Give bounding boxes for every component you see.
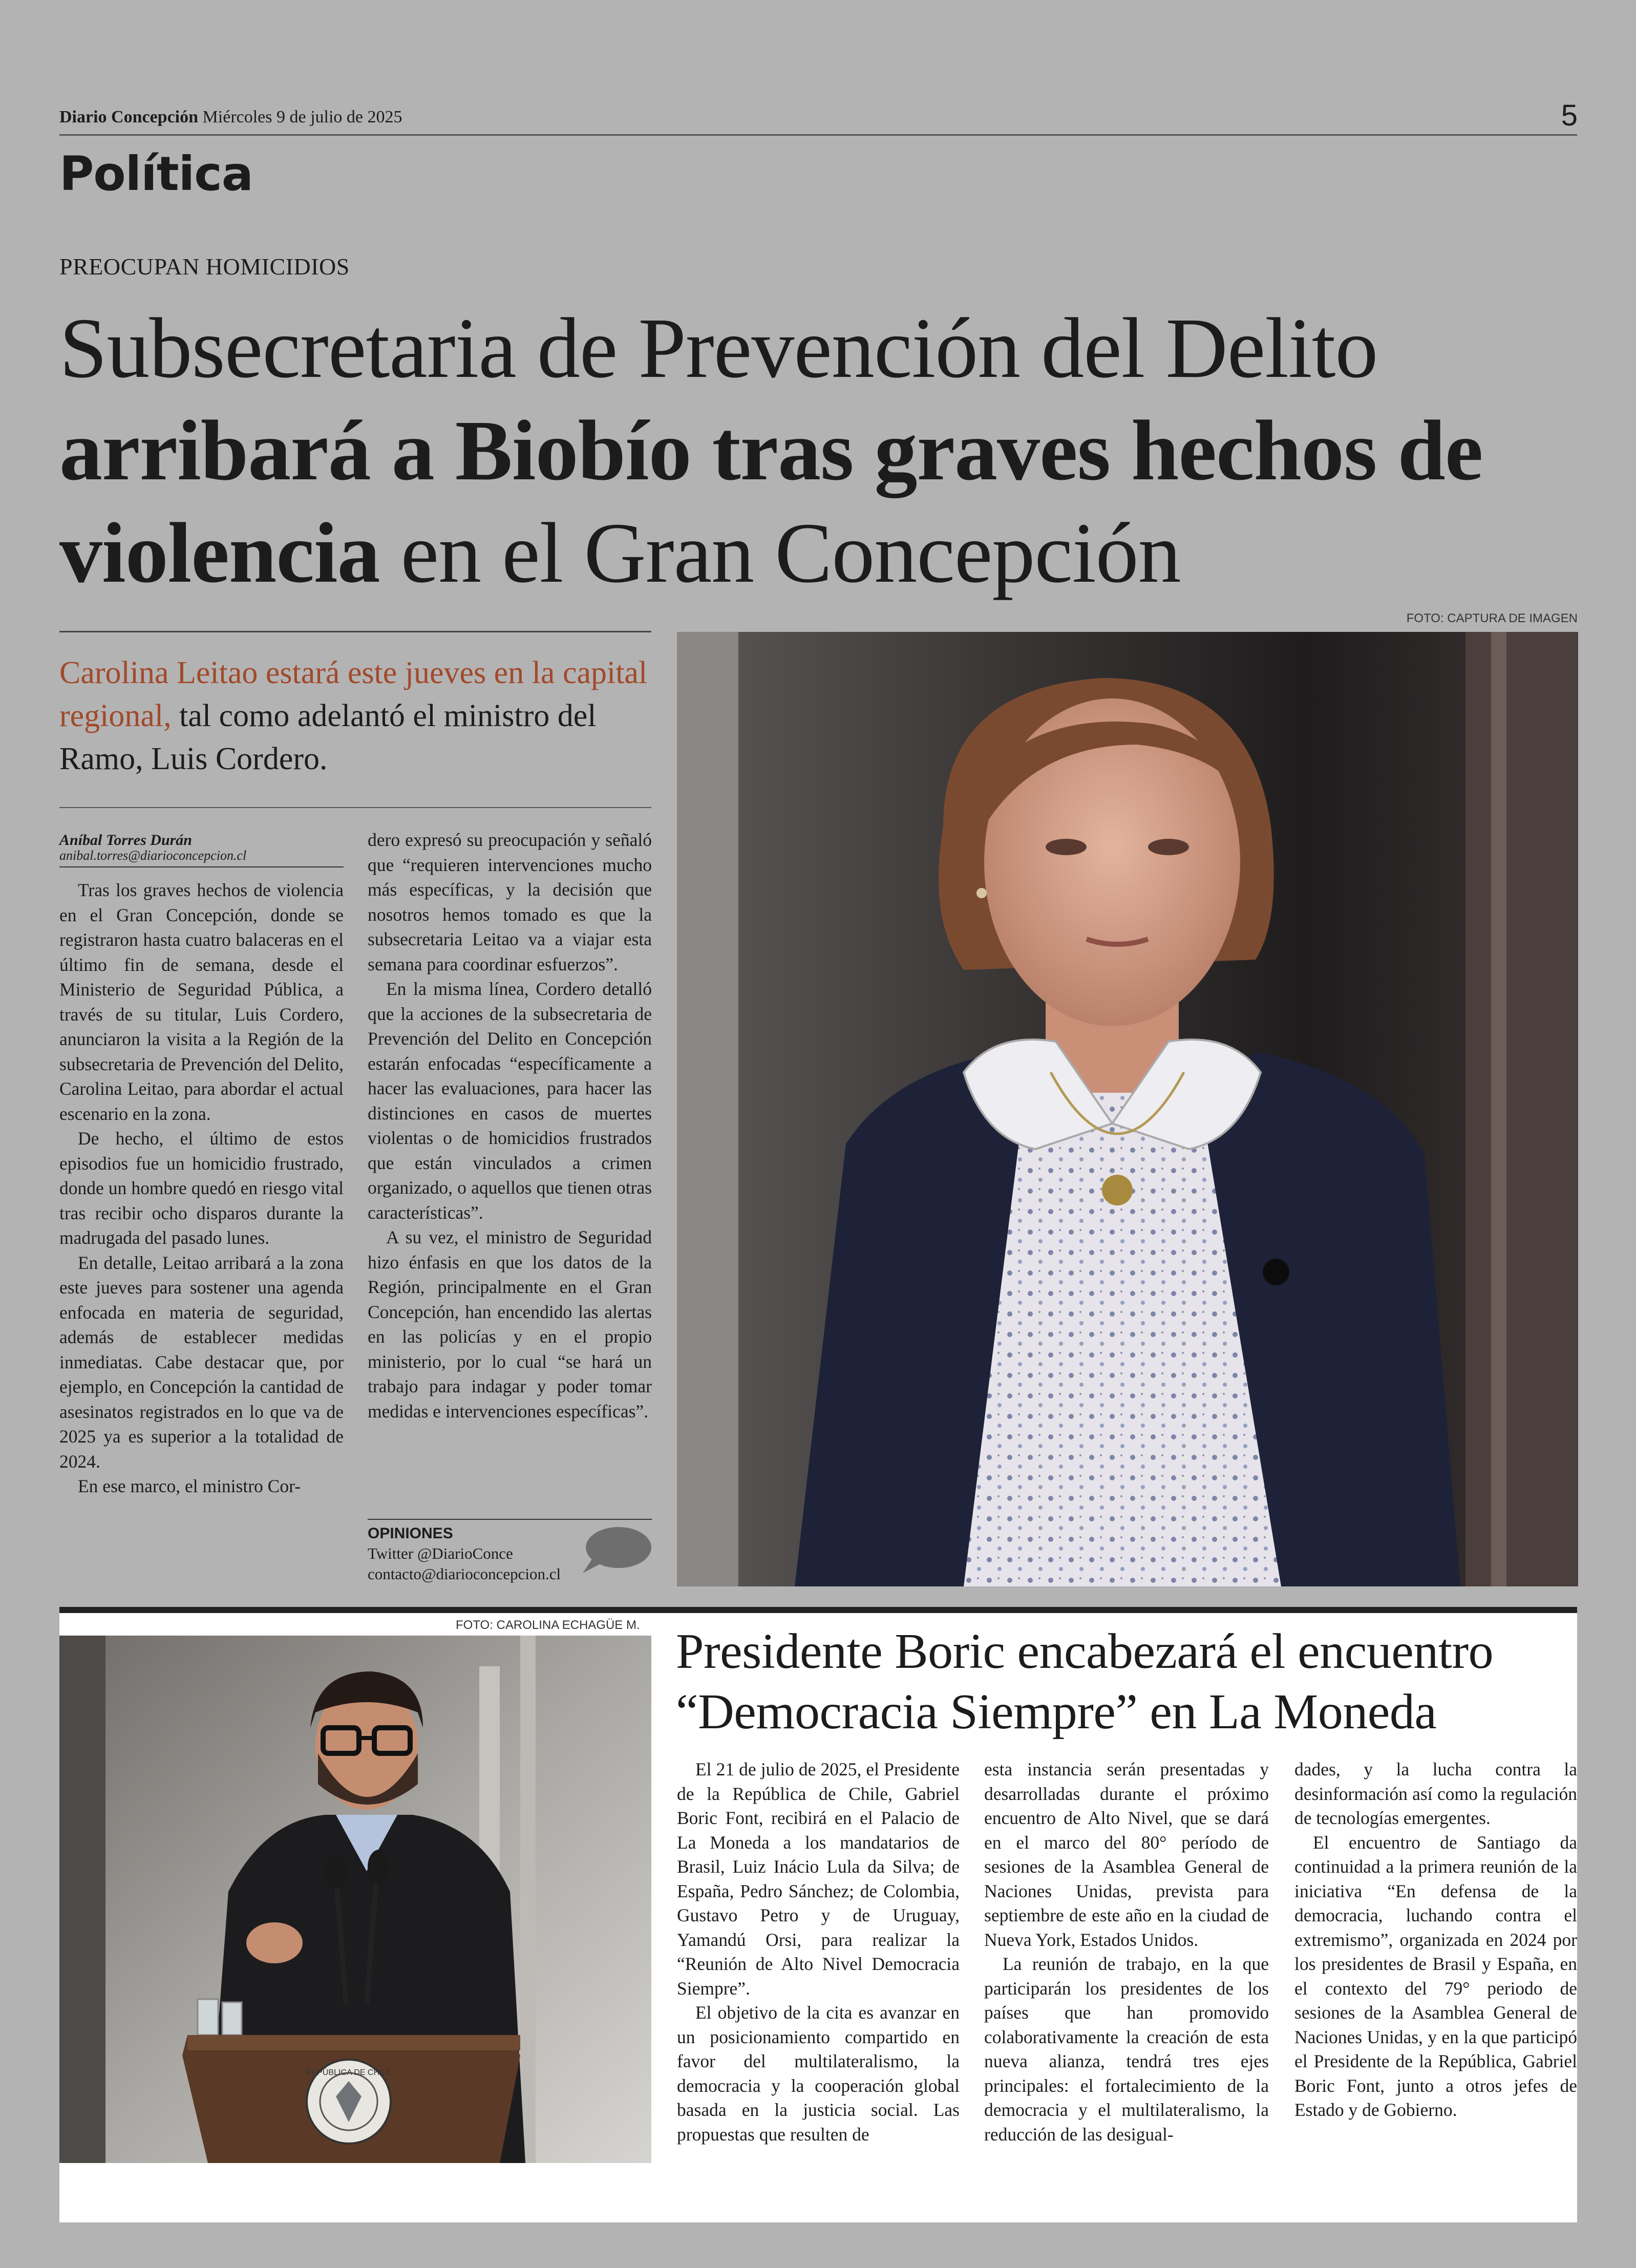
paragraph: dades, y la lucha contra la desinformación así como la regulación de tecnologías emergentes. — [1294, 1759, 1577, 1828]
opinions-title: OPINIONES — [368, 1525, 453, 1542]
issue-date: Miércoles 9 de julio de 2025 — [202, 108, 402, 126]
paragraph: El encuentro de Santiago da continuidad a la primera reunión de la iniciativa “En defensa de la democracia, luchando contra el extremismo”, organizada en 2024 por los presidentes de Brasil y España, en el contexto del 79° periodo de sesiones de la Asamblea General de Naciones Unidas, y en la que participó el Presidente de la República, Gabriel Boric Font, junto a otros jefes de Estado y de Gobierno. — [1294, 1832, 1577, 2120]
author-email[interactable]: anibal.torres@diarioconcepcion.cl — [59, 848, 247, 863]
paragraph: La reunión de trabajo, en la que participarán los presidentes de los países que han promovido colaborativamente la creación de esta nueva alianza, tendrá tres ejes principales: el fortalecimiento de la democracia y el multilateralismo, la reducción de las desigual- — [984, 1954, 1269, 2145]
photo-credit: FOTO: CAPTURA DE IMAGEN — [1406, 611, 1578, 625]
podium-seal-text: REPÚBLICA DE CHILE — [305, 2068, 392, 2077]
opinions-email[interactable]: contacto@diarioconcepcion.cl — [368, 1565, 561, 1583]
article-column-2 — [368, 828, 652, 1424]
lead-paragraph — [59, 651, 651, 780]
paragraph: Tras los graves hechos de violencia en el Gran Concepción, donde se registraron hasta cuatro balaceras en el último fin de semana, desde el Ministerio de Seguridad Pública, a través de su titular, Luis Cordero, anunciaron la visita a la Región de la subsecretaria de Prevención del Delito, Carolina Leitao, para abordar el actual escenario en la zona. — [59, 880, 344, 1124]
secondary-headline: Presidente Boric encabezará el encuentro “Democracia Siempre” en La Moneda — [676, 1624, 1494, 1740]
secondary-column-2 — [984, 1757, 1269, 2147]
lead-rule — [59, 631, 651, 632]
paragraph: De hecho, el último de estos episodios fue un homicidio frustrado, donde un hombre quedó en riesgo vital tras recibir ocho disparos durante la madrugada del pasado lunes. — [59, 1128, 344, 1248]
kicker: PREOCUPAN HOMICIDIOS — [59, 253, 350, 280]
paragraph: En ese marco, el ministro Cor- — [78, 1476, 301, 1496]
paragraph: El objetivo de la cita es avanzar en un posicionamiento compartido en favor del multilateralismo, la democracia y la cooperación global basada en la justicia social. Las propuestas que resulten de — [677, 2002, 960, 2145]
headline-bold: arribará a Biobío tras graves hechos de violencia — [59, 403, 1483, 601]
lead-rule-bottom — [59, 807, 651, 808]
speech-bubble-icon — [580, 1526, 652, 1577]
section-title: Política — [59, 146, 253, 201]
boric-podium-photo — [59, 1636, 651, 2163]
photo-credit: FOTO: CAROLINA ECHAGÜE M. — [456, 1618, 640, 1632]
paragraph: esta instancia serán presentadas y desarrolladas durante el próximo encuentro de Alto Nivel, que se dará en el marco del 80° período de sesiones de la Asamblea General de Naciones Unidas, prevista para septiembre de este año en la ciudad de Nueva York, Estados Unidos. — [984, 1759, 1269, 1950]
paragraph: El 21 de julio de 2025, el Presidente de la República de Chile, Gabriel Boric Font, recibirá en el Palacio de La Moneda a los mandatarios de Brasil, Luiz Inácio Lula da Silva; de España, Pedro Sánchez; de Colombia, Gustavo Petro y de Uruguay, Yamandú Orsi, para realizar la “Reunión de Alto Nivel Democracia Siempre”. — [677, 1759, 960, 1999]
main-headline — [59, 297, 1590, 604]
header-rule — [59, 134, 1577, 136]
paper-name: Diario Concepción — [59, 108, 199, 126]
page-number: 5 — [1561, 99, 1578, 132]
article-column-1 — [59, 878, 344, 1499]
secondary-column-3 — [1294, 1757, 1577, 2123]
byline-rule — [59, 866, 344, 867]
headline-part2: en el Gran Concepción — [400, 505, 1181, 601]
secondary-column-1 — [677, 1757, 960, 2147]
author-name: Aníbal Torres Durán — [59, 832, 192, 849]
paragraph: En detalle, Leitao arribará a la zona este jueves para sostener una agenda enfocada en materia de seguridad, además de establecer medidas inmediatas. Cabe destacar que, por ejemplo, en Concepción la cantidad de asesinatos registrados en lo que va de 2025 ya es superior a la totalidad de 2024. — [59, 1252, 344, 1472]
section-divider — [59, 1607, 1577, 1613]
headline-part1: Subsecretaria de Prevención del Delito — [59, 301, 1378, 396]
opinions-rule — [368, 1519, 652, 1520]
opinions-twitter[interactable]: Twitter @DiarioConce — [368, 1544, 513, 1562]
subsecretaria-portrait-photo — [677, 632, 1578, 1586]
lead-rest: tal como adelantó el ministro del Ramo, Luis Cordero. — [59, 698, 597, 776]
paragraph: En la misma línea, Cordero detalló que la acciones de la subsecretaria de Prevención del Delito en Concepción estarán enfocadas “específicamente a hacer las evaluaciones, para hacer las distinciones en casos de muertes violentas o de homicidios frustrados que están vinculados a crimen organizado, o aquellos que tienen otras características”. — [368, 979, 652, 1223]
paragraph: A su vez, el ministro de Seguridad hizo énfasis en que los datos de la Región, principalmente en el Gran Concepción, han encendido las alertas en las policías y en el propio ministerio, por lo cual “se hará un trabajo para indagar y poder tomar medidas e intervenciones específicas”. — [368, 1227, 652, 1422]
masthead — [59, 108, 402, 127]
lead-highlight: Carolina Leitao estará este jueves en la capital regional, — [59, 655, 648, 733]
paragraph: dero expresó su preocupación y señaló que “requieren intervenciones mucho más específicas, y la decisión que nosotros hemos tomado es que la subsecretaria Leitao va a viajar esta semana para coordinar esfuerzos”. — [368, 830, 652, 974]
